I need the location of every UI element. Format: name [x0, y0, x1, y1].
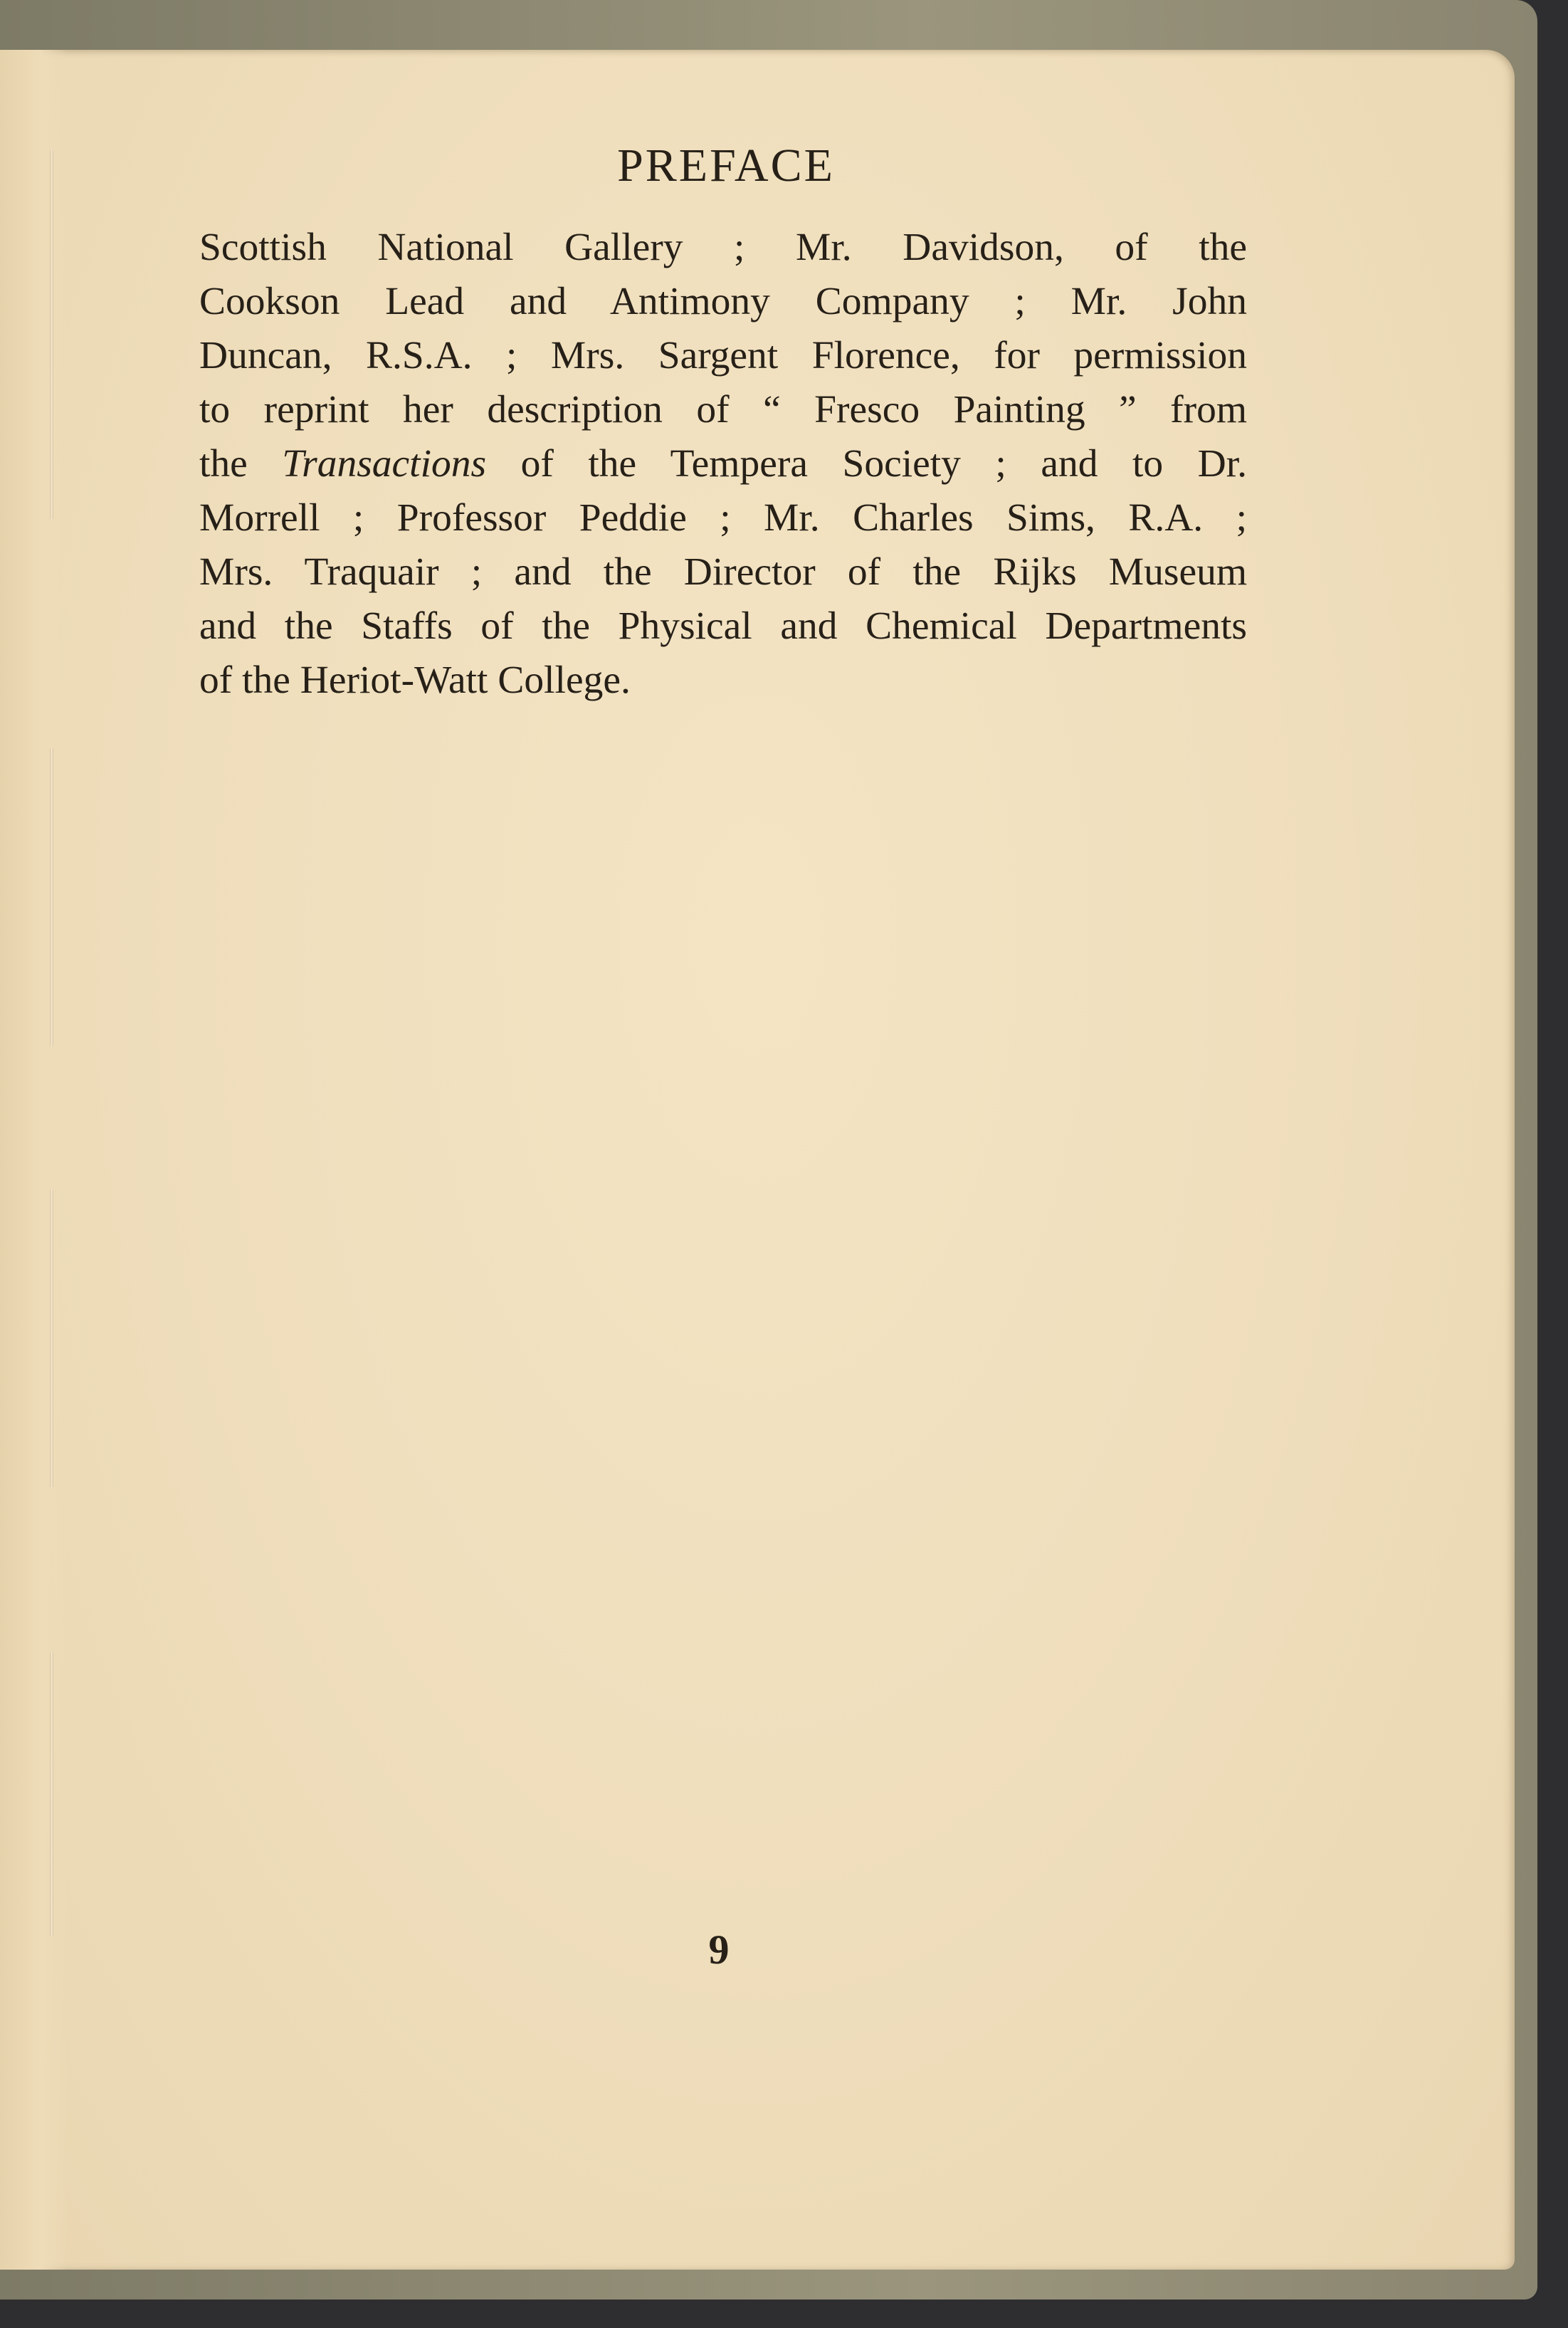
text-line [199, 437, 1247, 491]
text-segment: of the Tempera Society ; and to Dr. [486, 442, 1247, 486]
text-line: of the Heriot-Watt College. [199, 659, 631, 702]
italic-title: Transactions [282, 442, 487, 486]
page-number: 9 [708, 1926, 730, 1973]
text-line: to reprint her description of “ Fresco Painting ” from [199, 388, 1247, 431]
text-line: and the Staffs of the Physical and Chemical Departments [199, 604, 1247, 648]
preface-paragraph [199, 221, 1247, 708]
text-segment: the [199, 442, 283, 486]
binding-thread [50, 150, 53, 520]
text-line: Cookson Lead and Antimony Company ; Mr. John [199, 280, 1247, 323]
text-line: Morrell ; Professor Peddie ; Mr. Charles Sims, R.A. ; [199, 496, 1247, 540]
binding-thread [50, 748, 53, 1047]
text-line: Mrs. Traquair ; and the Director of the Rijks Museum [199, 550, 1247, 594]
running-head: PREFACE [617, 140, 835, 192]
binding-thread [50, 1652, 53, 1936]
text-line: Duncan, R.S.A. ; Mrs. Sargent Florence, for permission [199, 334, 1247, 377]
text-line: Scottish National Gallery ; Mr. Davidson, of the [199, 226, 1247, 269]
binding-thread [50, 1189, 53, 1488]
